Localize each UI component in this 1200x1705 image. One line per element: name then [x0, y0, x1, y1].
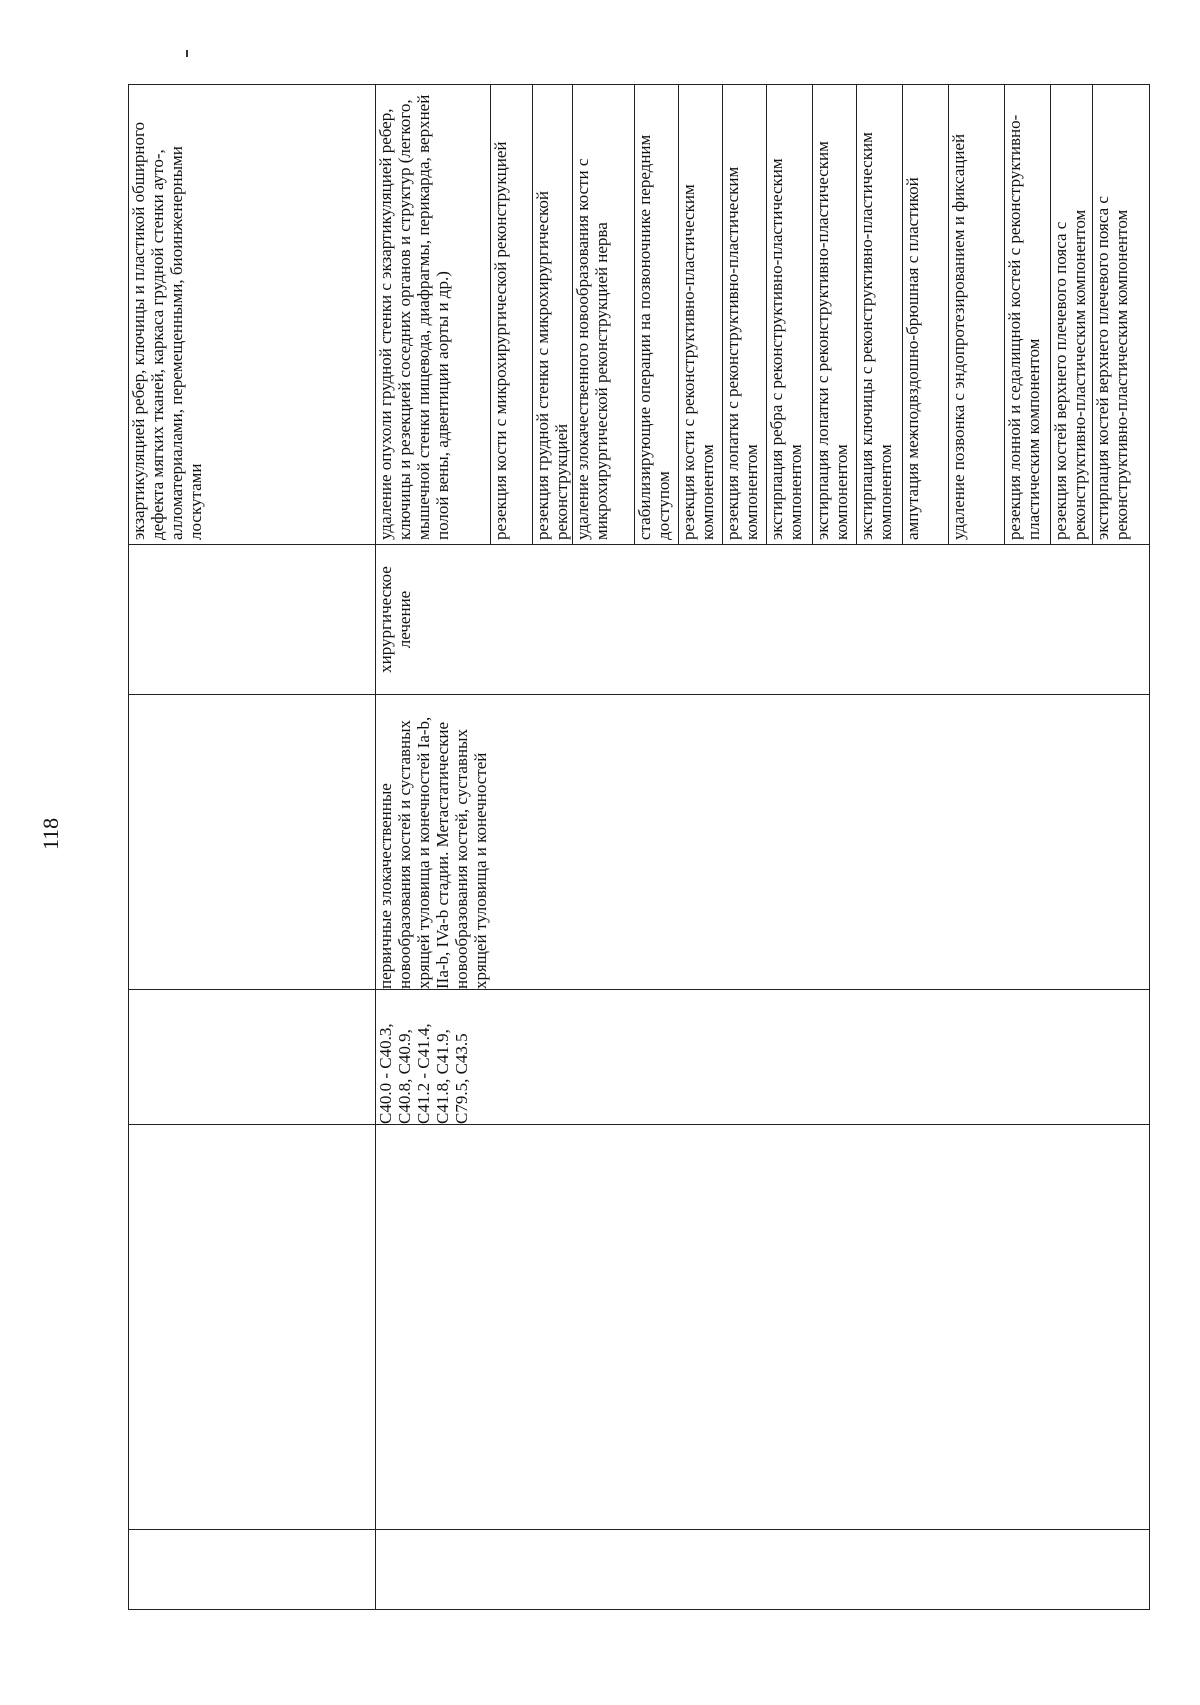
method-item: стабилизирующие операции на позвоночнике передним доступом: [635, 85, 679, 544]
method-item: резекция грудной стенки с микрохирургической реконструкцией: [533, 85, 573, 544]
icd-code-line: C40.8, C40.9,: [395, 1029, 414, 1124]
scan-speck: [186, 50, 188, 57]
table-row: [376, 85, 1150, 1610]
methods-list: [376, 85, 1147, 544]
method-item: экстирпация ключицы с реконструктивно-пластическим компонентом: [857, 85, 903, 544]
icd-code-line: C41.8, C41.9,: [433, 1029, 452, 1124]
method-item: экзартикуляцией ребер, ключицы и пластикой обширного дефекта мягких тканей, каркаса грудной стенки ауто-, алломатериалами, перемещенными, биоинженерными лоскутами: [129, 121, 205, 540]
method-item: удаление злокачественного новообразования кости с микрохирургической реконструкцией нерва: [573, 85, 635, 544]
icd-code-line: C79.5, C43.5: [452, 1033, 471, 1124]
treatment-type-cell: [376, 545, 1150, 695]
method-item: экстирпация костей верхнего плечевого пояса с реконструктивно-пластическим компонентом: [1093, 196, 1131, 540]
icd-code-line: C41.2 - C41.4,: [414, 1023, 433, 1124]
method-item: резекция кости с реконструктивно-пластическим компонентом: [679, 85, 723, 544]
icd-code-line: C40.0 - C40.3,: [376, 1023, 395, 1124]
method-item: резекция костей верхнего плечевого пояса с реконструктивно-пластическим компонентом: [1051, 85, 1093, 544]
empty-cell: [129, 1530, 376, 1610]
method-item: резекция лонной и седалищной костей с реконструктивно-пластическим компонентом: [1005, 85, 1051, 544]
table-row: [129, 85, 376, 1610]
method-item: удаление опухоли грудной стенки с экзартикуляцией ребер, ключицы и резекцией соседних органов и структур (легкого, мышечной стенки пищевода, диафрагмы, перикарда, верхней полой вены, адвентиции аорты и др.): [376, 85, 491, 544]
diagnosis-text: первичные злокачественные новообразования костей и суставных хрящей туловища и конечностей Ia-b, IIa-b, IVa-b стадии. Метастатические новообразования костей, суставных хрящей туловища и конечностей: [376, 716, 490, 989]
method-cell-continued: [129, 85, 376, 545]
icd-codes-cell: [376, 990, 1150, 1125]
empty-cell: [129, 695, 376, 990]
empty-cell: [129, 1125, 376, 1530]
method-item: резекция лопатки с реконструктивно-пластическим компонентом: [723, 85, 767, 544]
diagnosis-cell: [376, 695, 1150, 990]
empty-cell: [129, 990, 376, 1125]
empty-cell: [376, 1125, 1150, 1530]
method-item: удаление позвонка с эндопротезированием и фиксацией: [949, 85, 1005, 544]
method-item: резекция кости с микрохирургической реконструкцией: [491, 85, 533, 544]
methods-cell: [376, 85, 1150, 545]
procedures-table: [128, 84, 1150, 1610]
empty-cell: [129, 545, 376, 695]
method-item: ампутация межподвздошно-брюшная с пластикой: [903, 85, 949, 544]
rotated-table-sheet: [128, 85, 1148, 1610]
method-item: экстирпация лопатки с реконструктивно-пластическим компонентом: [813, 85, 857, 544]
method-item: экстирпация ребра с реконструктивно-пластическим компонентом: [767, 85, 813, 544]
empty-cell: [376, 1530, 1150, 1610]
treatment-type-text: хирургическое лечение: [376, 566, 414, 673]
page-number: 118: [38, 817, 63, 850]
